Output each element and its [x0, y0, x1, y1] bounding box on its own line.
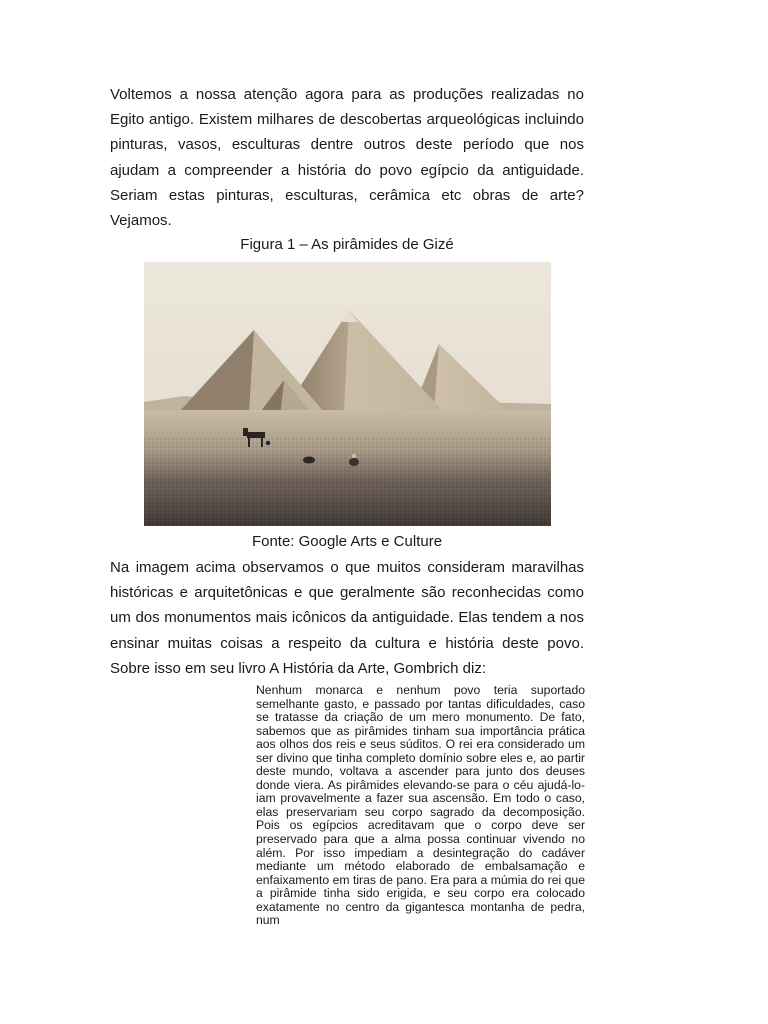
pyramids-of-giza-photo: [144, 262, 551, 526]
gombrich-quote: Nenhum monarca e nenhum povo teria suportado semelhante gasto, e passado por tantas dificuldades, caso se tratasse da criação de um mero monumento. De fato, sabemos que as pirâmides tinham sua importância prática aos olhos dos reis e seus súditos. O rei era considerado um ser divino que tinha completo domínio sobre eles e, ao partir deste mundo, voltava a ascender para junto dos deuses donde viera. As pirâmides elevando-se para o céu ajudá-lo-iam provavelmente a fazer sua ascensão. Em todo o caso, elas preservariam seu corpo sagrado da decomposição. Pois os egípcios acreditavam que o corpo deve ser preservado para que a alma possa continuar vivendo no além. Por isso impediam a desintegração do cadáver mediante um método elaborado de embalsamação e enfaixamento em tiras de pano. Era para a múmia do rei que a pirâmide tinha sido erigida, e seu corpo era colocado exatamente no centro da gigantesca montanha de pedra, num: [256, 683, 585, 928]
analysis-paragraph: Na imagem acima observamos o que muitos consideram maravilhas históricas e arquitetônicas e que geralmente são reconhecidas como um dos monumentos mais icônicos da antiguidade. Elas tendem a nos ensinar muitas coisas a respeito da cultura e história deste povo. Sobre isso em seu livro A História da Arte, Gombrich diz:: [110, 559, 584, 677]
intro-paragraph: Voltemos a nossa atenção agora para as produções realizadas no Egito antigo. Existem milhares de descobertas arqueológicas incluindo pinturas, vasos, esculturas dentre outros deste período que nos ajudam a compreender a história do povo egípcio da antiguidade. Seriam estas pinturas, esculturas, cerâmica etc obras de arte? Vejamos.: [110, 86, 584, 230]
figure-source: Fonte: Google Arts e Culture: [251, 533, 443, 550]
figure-title: Figura 1 – As pirâmides de Gizé: [240, 236, 454, 253]
